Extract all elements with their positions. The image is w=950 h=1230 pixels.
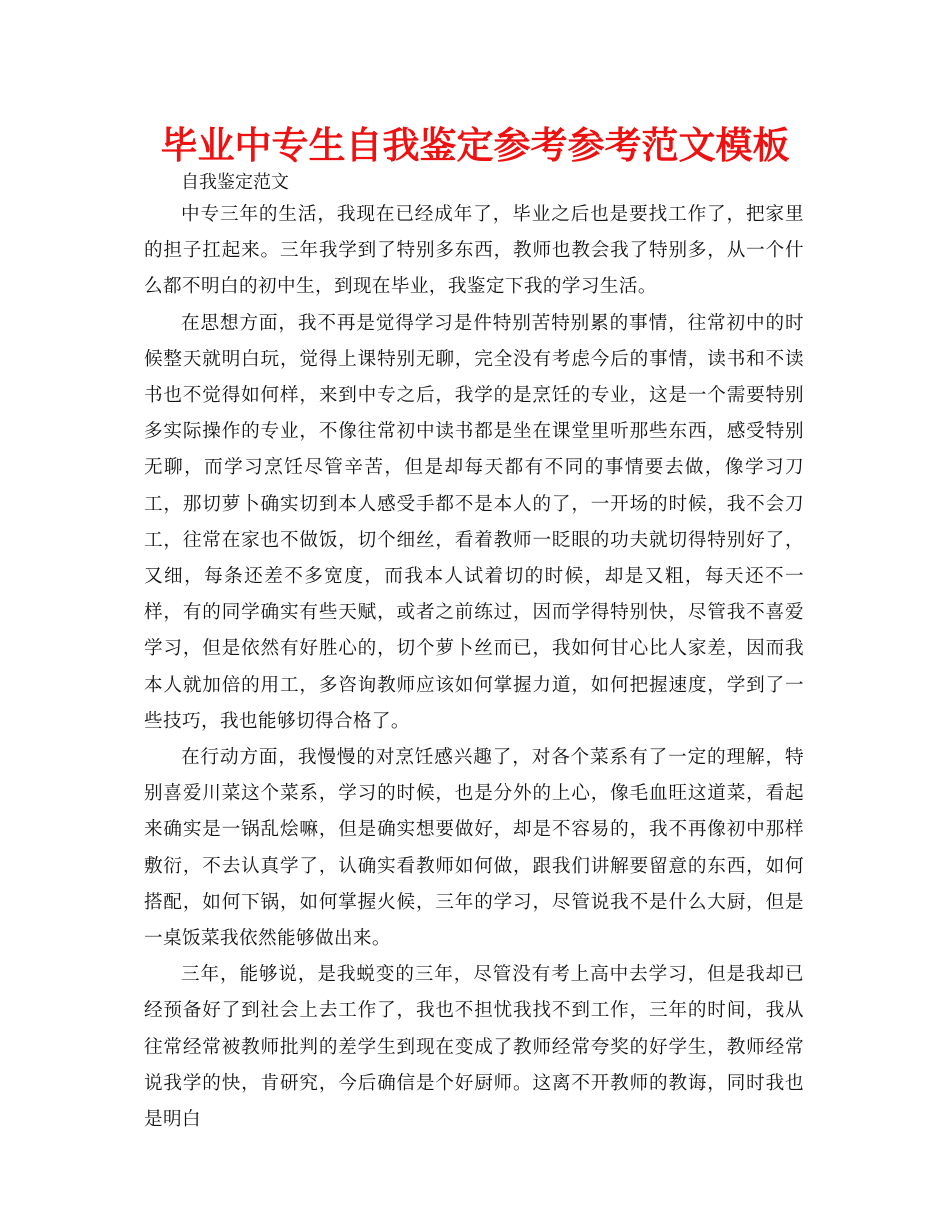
body-paragraph-thought: 在思想方面，我不再是觉得学习是件特别苦特别累的事情，往常初中的时候整天就明白玩，觉得上课特别无聊，完全没有考虑今后的事情，读书和不读书也不觉得如何样，来到中专之后，我学的是烹饪的专业，这是一个需要特别多实际操作的专业，不像往常初中读书都是坐在课堂里听那些东西，感受特别无聊，而学习烹饪尽管辛苦，但是却每天都有不同的事情要去做，像学习刀工，那切萝卜确实切到本人感受手都不是本人的了，一开场的时候，我不会刀工，往常在家也不做饭，切个细丝，看着教师一眨眼的功夫就切得特别好了，又细，每条还差不多宽度，而我本人试着切的时候，却是又粗，每天还不一样，有的同学确实有些天赋，或者之前练过，因而学得特别快，尽管我不喜爱学习，但是依然有好胜心的，切个萝卜丝而已，我如何甘心比人家差，因而我本人就加倍的用工，多咨询教师应该如何掌握力道，如何把握速度，学到了一些技巧，我也能够切得合格了。 — [144, 312, 804, 732]
body-paragraph-intro: 中专三年的生活，我现在已经成年了，毕业之后也是要找工作了，把家里的担子扛起来。三年我学到了特别多东西，教师也教会我了特别多，从一个什么都不明白的初中生，到现在毕业，我鉴定下我的学习生活。 — [144, 204, 804, 298]
document-subtitle: 自我鉴定范文 — [181, 172, 289, 193]
document-body — [144, 197, 804, 1138]
document-title: 毕业中专生自我鉴定参考参考范文模板 — [160, 124, 790, 167]
body-paragraph-conclusion: 三年，能够说，是我蜕变的三年，尽管没有考上高中去学习，但是我却已经预备好了到社会上去工作了，我也不担忧我找不到工作，三年的时间，我从往常经常被教师批判的差学生到现在变成了教师经常夸奖的好学生，教师经常说我学的快，肯研究，今后确信是个好厨师。这离不开教师的教诲，同时我也是明白 — [144, 964, 804, 1131]
body-paragraph-action: 在行动方面，我慢慢的对烹饪感兴趣了，对各个菜系有了一定的理解，特别喜爱川菜这个菜系，学习的时候，也是分外的上心，像毛血旺这道菜，看起来确实是一锅乱烩嘛，但是确实想要做好，却是不容易的，我不再像初中那样敷衍，不去认真学了，认确实看教师如何做，跟我们讲解要留意的东西，如何搭配，如何下锅，如何掌握火候，三年的学习，尽管说我不是什么大厨，但是一桌饭菜我依然能够做出来。 — [144, 747, 804, 950]
